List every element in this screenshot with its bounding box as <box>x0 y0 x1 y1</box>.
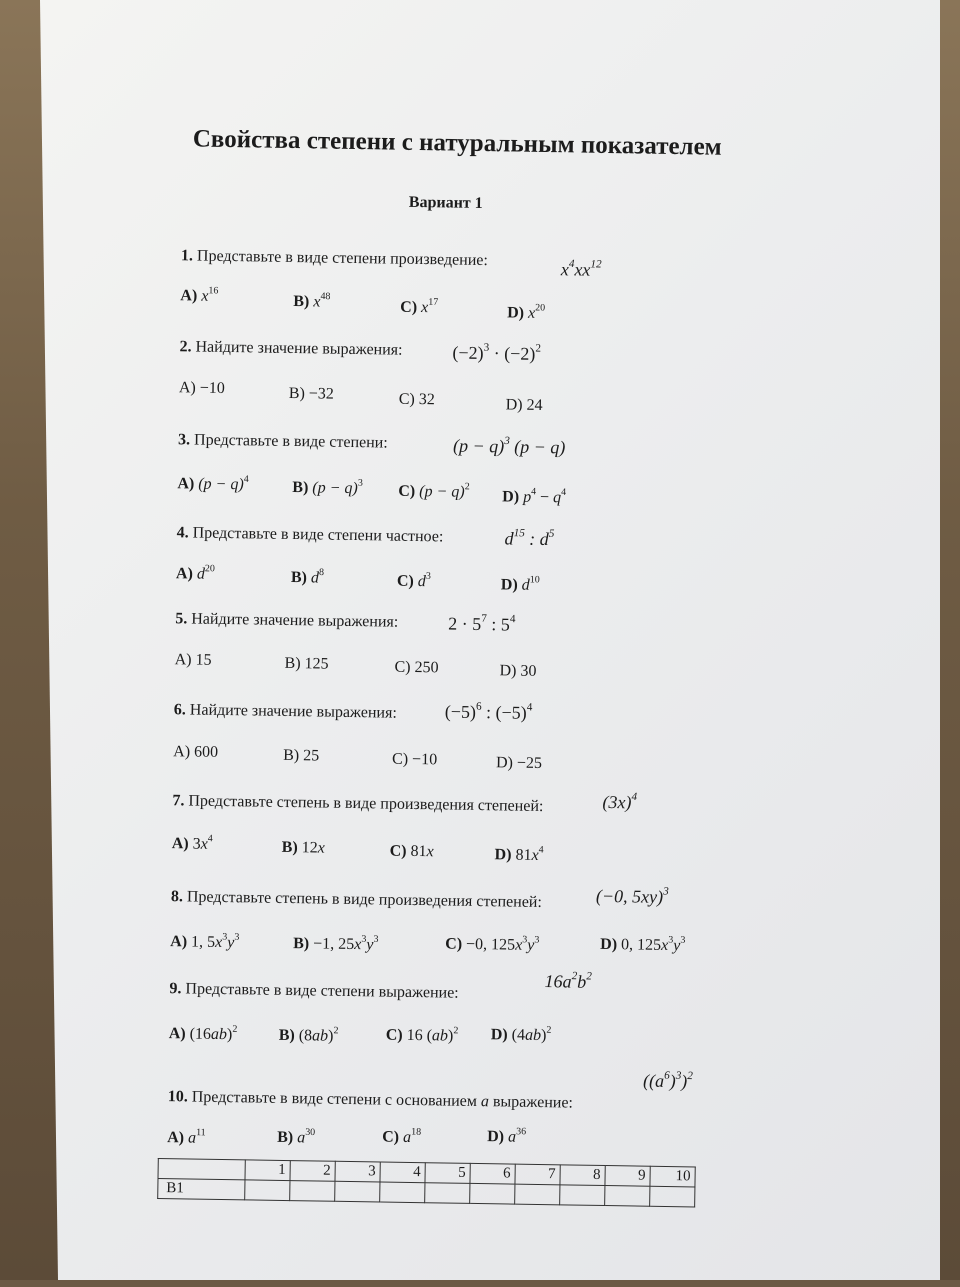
q2-answer-c: C) 32 <box>398 390 435 409</box>
q4-answer-d: D) $d^{10}$ <box>500 574 540 594</box>
q7-answer-b: B) 12x <box>281 838 325 857</box>
q4-answer-c: C) $d^3$ <box>396 570 431 591</box>
table-header-cell: 1 <box>245 1160 290 1181</box>
q9-answer-b: B) $(8ab)^2$ <box>278 1025 339 1045</box>
table-corner-cell <box>158 1159 245 1180</box>
answer-cell[interactable] <box>245 1180 290 1201</box>
q8-answer-d: D) 0, $125x^3y^3$ <box>600 934 686 955</box>
q2-answer-a: A) −10 <box>178 379 225 397</box>
q5-answer-a: A) 15 <box>174 651 212 669</box>
question-8-expression: (−0, 5xy)$^3$ <box>595 885 669 907</box>
q3-answer-c: C) $(p - q)^2$ <box>398 481 470 501</box>
table-header-cell: 2 <box>290 1161 335 1182</box>
answer-cell[interactable] <box>605 1186 650 1207</box>
question-5-expression: $2 \cdot 5^7$ : $5^4$ <box>448 612 516 635</box>
table-header-cell: 5 <box>425 1163 470 1184</box>
q3-answer-d: D) $p^4 - q^4$ <box>502 486 567 507</box>
question-9: 9. Представьте в виде степени выражение: <box>169 980 459 1002</box>
q8-answer-c: C) −0, $125x^3y^3$ <box>445 934 540 954</box>
q1-answer-b: B) $x^{48}$ <box>293 291 331 311</box>
table-header-cell: 3 <box>335 1161 380 1182</box>
question-9-expression: $16a^2b^2$ <box>544 970 592 992</box>
question-8: 8. Представьте степень в виде произведения степеней: <box>170 888 543 912</box>
table-header-cell: 4 <box>380 1162 425 1183</box>
q9-answer-c: C) 16 (ab)$^2$ <box>385 1025 459 1045</box>
question-3: 3. Представьте в виде степени: <box>177 431 388 452</box>
table-row-label: В1 <box>158 1179 245 1200</box>
q10-answer-b: B) $a^{30}$ <box>277 1126 316 1147</box>
question-2: 2. Найдите значение выражения: <box>179 338 403 359</box>
q5-answer-b: B) 125 <box>284 654 329 673</box>
q8-answer-b: B) −1, $25x^3y^3$ <box>293 933 379 954</box>
question-4: 4. Представьте в виде степени частное: <box>176 524 444 546</box>
q6-answer-b: B) 25 <box>283 746 320 765</box>
answer-table <box>157 1158 696 1207</box>
question-2-expression: $(-2)^3 \cdot (-2)^2$ <box>452 341 542 364</box>
question-4-expression: $d^{15}$ : $d^5$ <box>504 527 555 550</box>
answer-cell[interactable] <box>380 1182 425 1203</box>
table-header-cell: 8 <box>560 1165 605 1186</box>
question-7-expression: $(3x)^4$ <box>602 791 638 813</box>
q8-answer-a: A) 1, $5x^3y^3$ <box>170 931 240 952</box>
question-1: 1. Представьте в виде степени произведение: <box>180 247 489 270</box>
question-10-expression: $((a^6)^3)^2$ <box>642 1069 694 1092</box>
q7-answer-d: D) $81x^4$ <box>494 844 544 864</box>
q10-answer-c: C) $a^{18}$ <box>382 1126 422 1146</box>
table-header-cell: 6 <box>470 1163 515 1184</box>
question-10: 10. Представьте в виде степени с основанием a выражение: <box>167 1088 574 1112</box>
q2-answer-b: B) −32 <box>288 384 335 403</box>
answer-cell[interactable] <box>560 1185 605 1206</box>
question-7: 7. Представьте степень в виде произведения степеней: <box>172 792 544 816</box>
page-title: Свойства степени с натуральным показателем <box>192 125 722 161</box>
q9-answer-a: A) $(16ab)^2$ <box>168 1023 238 1044</box>
q3-answer-a: A) $(p - q)^4$ <box>177 473 249 494</box>
answer-cell[interactable] <box>650 1186 695 1207</box>
table-header-cell: 10 <box>650 1166 695 1187</box>
q6-answer-a: A) 600 <box>173 743 219 761</box>
q10-answer-d: D) $a^{36}$ <box>487 1126 527 1146</box>
q5-answer-c: C) 250 <box>394 658 439 677</box>
q7-answer-c: C) 81x <box>389 842 434 861</box>
q5-answer-d: D) 30 <box>499 662 537 680</box>
answer-cell[interactable] <box>515 1184 560 1205</box>
q4-answer-b: B) $d^8$ <box>290 567 325 587</box>
question-1-expression: $x^4xx^{12}$ <box>560 257 602 280</box>
q9-answer-d: D) $(4ab)^2$ <box>490 1024 552 1045</box>
question-3-expression: $(p - q)^3$ (p − q) <box>452 434 566 458</box>
question-5: 5. Найдите значение выражения: <box>175 610 399 631</box>
answer-cell[interactable] <box>335 1181 380 1202</box>
question-6: 6. Найдите значение выражения: <box>173 701 397 722</box>
variant-label: Вариант 1 <box>408 193 483 212</box>
q1-answer-c: C) $x^{17}$ <box>400 296 439 317</box>
answer-cell[interactable] <box>290 1181 335 1202</box>
q7-answer-a: A) $3x^4$ <box>171 833 213 853</box>
q2-answer-d: D) 24 <box>505 396 543 414</box>
q4-answer-a: A) $d^{20}$ <box>175 563 215 583</box>
q6-answer-d: D) −25 <box>495 754 543 772</box>
question-6-expression: $(-5)^6$ : $(-5)^4$ <box>444 700 533 723</box>
q1-answer-d: D) $x^{20}$ <box>507 302 546 322</box>
answer-cell[interactable] <box>425 1183 470 1204</box>
answer-cell[interactable] <box>470 1183 515 1204</box>
q3-answer-b: B) $(p - q)^3$ <box>292 477 363 498</box>
q10-answer-a: A) $a^{11}$ <box>167 1127 206 1147</box>
q6-answer-c: C) −10 <box>391 750 438 769</box>
q1-answer-a: A) $x^{16}$ <box>180 285 219 305</box>
table-header-cell: 9 <box>605 1166 650 1187</box>
table-header-cell: 7 <box>515 1164 560 1185</box>
